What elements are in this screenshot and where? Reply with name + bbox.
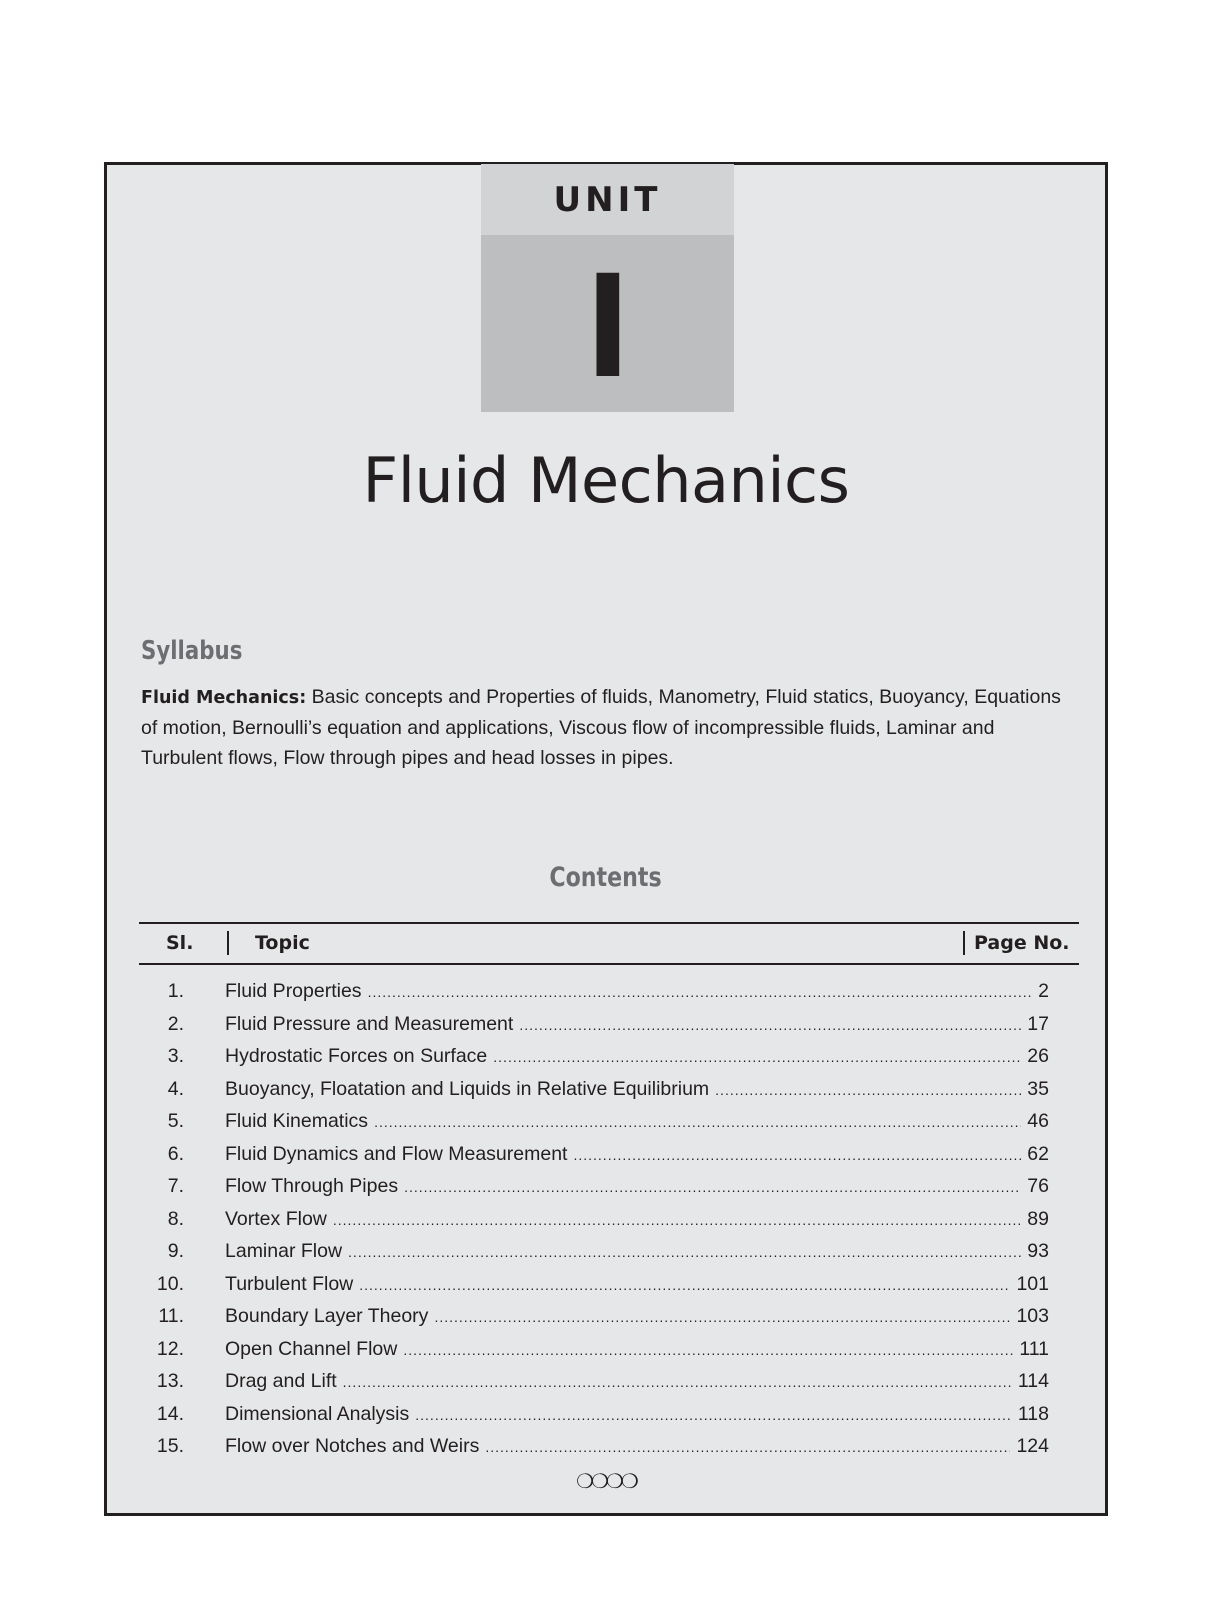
toc-page-number: 35 [1021,1078,1049,1101]
toc-row [139,1171,1079,1204]
toc-number: 3. [167,1045,184,1067]
toc-number: 15. [156,1435,184,1457]
toc-topic: Fluid Dynamics and Flow Measurement [225,1142,568,1165]
syllabus-heading: Syllabus [141,636,243,666]
unit-numeral: I [585,239,630,408]
toc-leader-dots [485,1439,1049,1455]
toc-topic-line [225,1305,1049,1328]
toc-topic-line [225,1208,1049,1231]
toc-topic: Laminar Flow [225,1240,343,1262]
toc-leader-dots [359,1277,1049,1293]
toc-leader-dots [415,1407,1049,1423]
toc-leader-dots [403,1342,1049,1358]
toc-leader-dots [404,1179,1049,1195]
toc-number: 11. [158,1305,184,1327]
toc-row [139,1074,1079,1107]
header-page: Page No. [974,932,1070,954]
toc-page-number: 26 [1021,1045,1049,1068]
toc-topic: Fluid Kinematics [225,1110,369,1132]
contents-heading [104,862,1108,893]
toc-topic-line [225,980,1049,1003]
toc-page-number: 124 [1010,1435,1049,1458]
toc-leader-dots [333,1212,1049,1228]
toc-page-number: 103 [1010,1305,1049,1328]
toc-topic-line [225,1013,1049,1036]
toc-topic: Buoyancy, Floatation and Liquids in Relative Equilibrium [225,1077,710,1100]
toc-page-number: 101 [1010,1273,1049,1296]
toc-row [139,1139,1079,1172]
toc-page-number: 118 [1012,1403,1049,1426]
toc-topic-line [225,1370,1049,1393]
toc-leader-dots [519,1017,1049,1033]
toc-topic: Fluid Pressure and Measurement [225,1012,514,1035]
table-header-rule [139,963,1079,965]
unit-numeral-box [481,235,734,412]
toc-leader-dots [434,1309,1049,1325]
toc-topic-line [225,1273,1049,1296]
toc-leader-dots [493,1049,1049,1065]
toc-topic: Turbulent Flow [225,1272,354,1295]
syllabus-text [141,682,1081,773]
table-header [139,924,1079,964]
toc-number: 6. [167,1142,184,1165]
toc-topic: Fluid Properties [225,980,362,1002]
toc-leader-dots [573,1147,1049,1163]
unit-badge [481,164,734,412]
toc-row [139,1269,1079,1302]
toc-topic: Dimensional Analysis [225,1402,410,1425]
toc-row [139,1301,1079,1334]
toc-leader-dots [348,1244,1049,1260]
contents-list [139,976,1079,1464]
toc-number: 8. [167,1207,184,1230]
toc-page-number: 111 [1013,1338,1049,1361]
header-divider [963,931,965,955]
toc-topic: Hydrostatic Forces on Surface [225,1045,488,1067]
toc-row [139,1334,1079,1367]
unit-label: UNIT [481,164,734,235]
toc-leader-dots [374,1114,1049,1130]
toc-number: 5. [167,1110,184,1132]
toc-number: 12. [156,1337,184,1360]
toc-topic: Flow Through Pipes [225,1175,399,1197]
toc-page-number: 46 [1021,1110,1049,1133]
header-topic: Topic [255,932,310,954]
toc-row [139,1009,1079,1042]
toc-page-number: 17 [1021,1013,1049,1036]
header-divider [227,931,229,955]
contents-heading-text: Contents [549,862,663,893]
toc-number: 9. [167,1240,184,1262]
toc-row [139,1041,1079,1074]
toc-page-number: 62 [1021,1143,1049,1166]
toc-page-number: 76 [1021,1175,1049,1198]
toc-row [139,976,1079,1009]
end-ornament: ❍❍❍❍ [576,1471,636,1493]
toc-row [139,1399,1079,1432]
toc-topic: Vortex Flow [225,1207,327,1230]
toc-row [139,1204,1079,1237]
toc-row [139,1366,1079,1399]
toc-row [139,1431,1079,1464]
toc-topic-line [225,1045,1049,1068]
toc-row [139,1236,1079,1269]
toc-number: 14. [156,1402,184,1425]
chapter-title: Fluid Mechanics [362,444,850,517]
toc-page-number: 93 [1021,1240,1049,1263]
toc-number: 4. [167,1077,184,1100]
toc-row [139,1106,1079,1139]
toc-topic-line [225,1240,1049,1263]
toc-topic-line [225,1435,1049,1458]
toc-topic-line [225,1175,1049,1198]
toc-number: 13. [156,1370,184,1392]
toc-topic-line [225,1110,1049,1133]
syllabus-body: Basic concepts and Properties of fluids, Manometry, Fluid statics, Buoyancy, Equations of motion, Bernoulli’s equation and applications, Viscous flow of incompressible fluids, Laminar and Turbulent flows, Flow through pipes and head losses in pipes. [141,686,1061,769]
toc-leader-dots [715,1082,1049,1098]
toc-topic: Flow over Notches and Weirs [225,1435,480,1457]
toc-page-number: 114 [1012,1370,1049,1393]
toc-number: 10. [156,1272,184,1295]
toc-topic-line [225,1403,1049,1426]
syllabus-lead: Fluid Mechanics: [141,688,307,708]
toc-topic-line [225,1078,1049,1101]
toc-number: 7. [167,1175,184,1197]
toc-page-number: 2 [1032,980,1049,1003]
toc-page-number: 89 [1021,1208,1049,1231]
toc-topic-line [225,1143,1049,1166]
toc-number: 1. [167,980,184,1002]
toc-topic: Drag and Lift [225,1370,337,1392]
toc-topic: Boundary Layer Theory [225,1305,429,1327]
toc-topic: Open Channel Flow [225,1337,398,1360]
toc-number: 2. [167,1012,184,1035]
header-sl: Sl. [166,932,194,954]
toc-topic-line [225,1338,1049,1361]
toc-leader-dots [343,1374,1049,1390]
toc-leader-dots [368,984,1049,1000]
